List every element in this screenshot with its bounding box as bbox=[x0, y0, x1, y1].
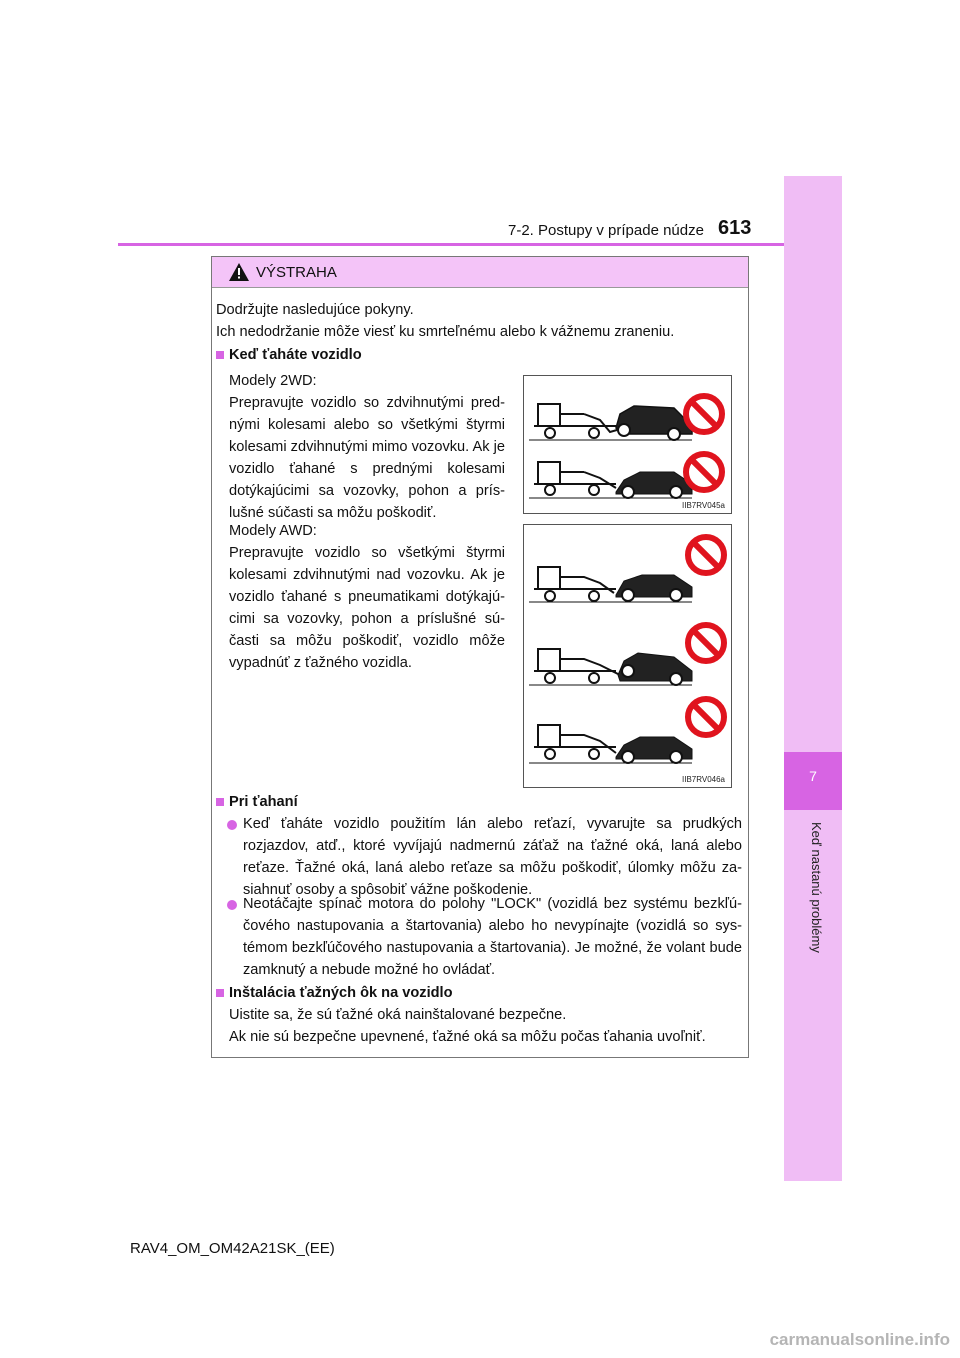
models-2wd-text: Prepravujte vozidlo so zdvihnutými pred-nými kolesami alebo so všetkými štyrmi kolesami zdvihnutými mimo vozovku. Ak je vozidlo ťahané s prednými kolesami dotýkajúcimi sa vozovky, pohon a prís-lušné súčasti sa môžu poškodiť. bbox=[229, 395, 505, 521]
chapter-title-vertical: Keď nastanú problémy bbox=[809, 822, 824, 953]
header-divider bbox=[118, 243, 784, 246]
warning-title: VÝSTRAHA bbox=[256, 264, 337, 281]
towing-bullet-2: Neotáčajte spínač motora do polohy "LOCK" (vozidlá bez systému bezkľú-čového nastupovania a štartovania) alebo ho nevypínajte (vozidlá so sys-témom bezkľúčového nastupovania a štartovania). Je možné, že volant bude zamknutý a nebude možné ho ovládať. bbox=[243, 896, 742, 978]
section-square-bullet bbox=[216, 989, 224, 997]
towing-illustration-2wd bbox=[523, 375, 732, 514]
section-heading-towing-eyelet: Inštalácia ťažných ôk na vozidlo bbox=[229, 985, 453, 1001]
tow-truck-illustration-awd bbox=[524, 525, 731, 787]
models-awd-label: Modely AWD: bbox=[229, 523, 317, 539]
chapter-side-tab bbox=[784, 176, 842, 1181]
figure-id: IIB7RV046a bbox=[682, 775, 725, 784]
towing-illustration-awd bbox=[523, 524, 732, 788]
towing-bullet-1: Keď ťaháte vozidlo použitím lán alebo reťazí, vyvarujte sa prudkých rozjazdov, atď., ktoré vyvíjajú nadmernú záťaž na ťažné oká, laná alebo reťaze. Ťažné oká, laná alebo reťaze sa môžu poškodiť, úlomky môžu za-siahnuť osoby a spôsobiť vážne poškodenie. bbox=[243, 816, 742, 898]
tow-truck-illustration bbox=[524, 376, 731, 513]
warning-intro-line1: Dodržujte nasledujúce pokyny. bbox=[216, 302, 414, 318]
page-number: 613 bbox=[718, 217, 752, 239]
section-square-bullet bbox=[216, 351, 224, 359]
warning-triangle-icon bbox=[228, 262, 250, 282]
section-title: 7-2. Postupy v prípade núdze bbox=[508, 222, 704, 239]
warning-header bbox=[212, 257, 748, 288]
round-bullet bbox=[227, 900, 237, 910]
warning-intro-line2: Ich nedodržanie môže viesť ku smrteľnému alebo k vážnemu zraneniu. bbox=[216, 324, 675, 340]
chapter-number: 7 bbox=[809, 768, 817, 784]
towing-eyelet-line1: Uistite sa, že sú ťažné oká nainštalované bezpečne. bbox=[229, 1007, 567, 1023]
models-2wd-label: Modely 2WD: bbox=[229, 373, 317, 389]
round-bullet bbox=[227, 820, 237, 830]
models-awd-text: Prepravujte vozidlo so všetkými štyrmi kolesami zdvihnutými nad vozovku. Ak je vozidlo ťahané s pneumatikami dotýkajú-cimi sa vozovky, pohon a príslušné sú-časti sa môžu poškodiť, vozidlo môže vypadnúť z ťažného vozidla. bbox=[229, 545, 505, 671]
towing-eyelet-line2: Ak nie sú bezpečne upevnené, ťažné oká sa môžu počas ťahania uvoľniť. bbox=[229, 1029, 706, 1045]
section-square-bullet bbox=[216, 798, 224, 806]
document-code: RAV4_OM_OM42A21SK_(EE) bbox=[130, 1240, 335, 1257]
figure-id: IIB7RV045a bbox=[682, 501, 725, 510]
section-heading-while-towing: Pri ťahaní bbox=[229, 794, 298, 810]
section-heading-towing: Keď ťaháte vozidlo bbox=[229, 347, 362, 363]
watermark: carmanualsonline.info bbox=[769, 1330, 950, 1349]
